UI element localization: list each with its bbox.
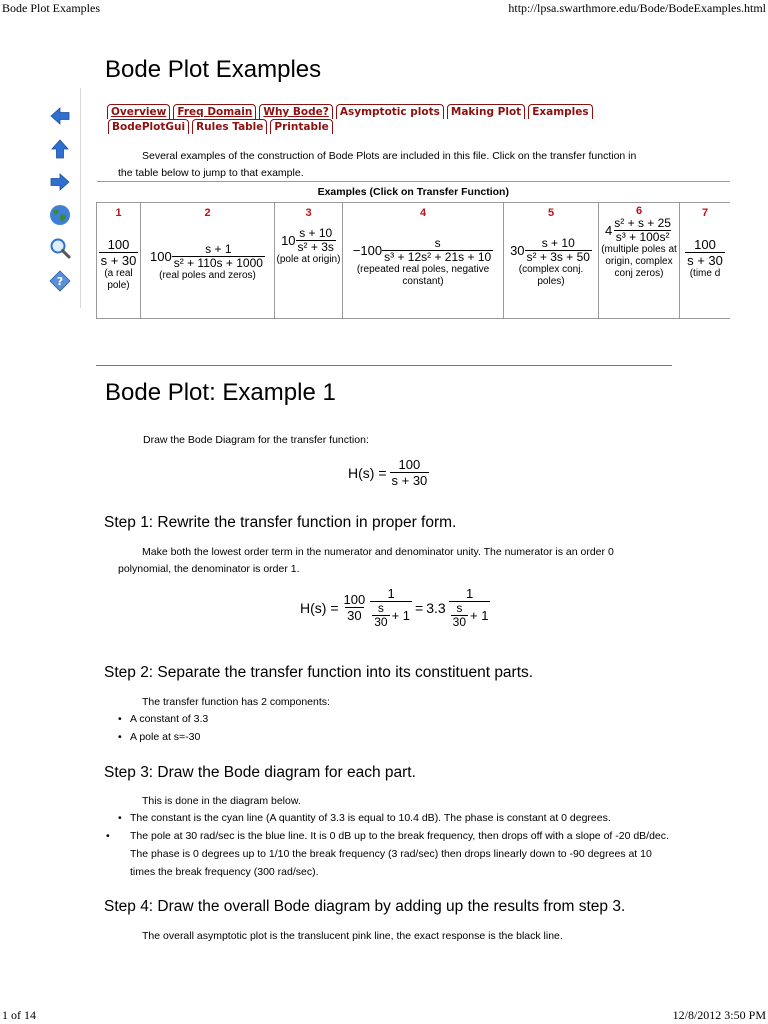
page-heading: Bode Plot Examples [105, 56, 322, 83]
intro-text: Several examples of the construction of Bode Plots are included in this file. Click on the transfer function in the table below to jump to that example. [118, 150, 637, 179]
step3-list [130, 809, 678, 881]
tab-making-plot[interactable]: Making Plot [447, 104, 525, 119]
tab-printable[interactable]: Printable [270, 119, 332, 134]
example-caption: (time d [689, 268, 721, 279]
example-caption: (multiple poles at origin, complex conj zeros) [601, 244, 677, 279]
section-divider [96, 365, 672, 366]
example-cell-5[interactable]: 5 30 $\frac{s + 10}{\text{s² + 3s + 50}}$ (complex conj. poles) [504, 203, 599, 319]
list-item: • The constant is the cyan line (A quantity of 3.3 is equal to 10.4 dB). The phase is constant at 0 degrees. [130, 809, 678, 827]
up-arrow-icon[interactable] [48, 137, 72, 161]
list-item: • A pole at s=-30 [130, 728, 208, 746]
example-cell-6[interactable]: 6 4 $\frac{\text{s² + s + 25}}{\text{s³ + 100s²}}$ (multiple poles at origin, complex conj zeros) [599, 203, 680, 319]
transfer-function-link[interactable]: $\frac{s + 1}{\text{s² + 110s + 1000}}$ [173, 242, 263, 270]
step4-text: The overall asymptotic plot is the translucent pink line, the exact response is the black line. [142, 930, 563, 942]
step4-title: Step 4: Draw the overall Bode diagram by adding up the results from step 3. [104, 898, 626, 915]
print-datetime: 12/8/2012 3:50 PM [672, 1008, 766, 1022]
tab-why-bode[interactable]: Why Bode? [259, 104, 333, 119]
transfer-function-link[interactable]: $\frac{100}{s + 30}$ [687, 237, 723, 268]
step1-text: Make both the lowest order term in the numerator and denominator unity. The numerator is an order 0 polynomial, the denominator is order 1. [118, 546, 614, 575]
example-number: 4 [419, 207, 427, 219]
example-cell-3[interactable]: 3 10 $\frac{s + 10}{\text{s² + 3s}}$ (pole at origin) [275, 203, 343, 319]
tab-examples[interactable]: Examples [528, 104, 592, 119]
transfer-function-link[interactable]: $\frac{s}{\text{s³ + 12s² + 21s + 10}}$ [384, 236, 492, 264]
step1-title: Step 1: Rewrite the transfer function in proper form. [104, 514, 457, 531]
step2-list [130, 710, 208, 746]
transfer-function-link[interactable]: $\frac{\text{s² + s + 25}}{\text{s³ + 100s²}}$ [614, 216, 671, 244]
transfer-function-link[interactable]: $\frac{s + 10}{\text{s² + 3s + 50}}$ [526, 236, 590, 264]
example-number: 2 [204, 207, 211, 219]
example-caption: (pole at origin) [276, 254, 341, 265]
url-header[interactable]: http://lpsa.swarthmore.edu/Bode/BodeExamples.html [508, 1, 766, 15]
equation-2: H(s) = $\frac{100}{30}$ 1 $\frac{s}{30}$ + 1 = 3.3 1 $\frac{s}{30}$ + 1 [300, 586, 489, 629]
example-caption: (repeated real poles, negative constant) [356, 264, 490, 287]
step2-text: The transfer function has 2 components: [142, 696, 330, 708]
tab-bodeplotgui[interactable]: BodePlotGui [108, 119, 189, 134]
example-number: 5 [547, 207, 555, 219]
list-item: • The pole at 30 rad/sec is the blue line. It is 0 dB up to the break frequency, then drops off with a slope of -20 dB/dec. The phase is 0 degrees up to 1/10 the break frequency (3 rad/sec) then drops linearly down to -90 degrees at 10 times the break frequency (300 rad/sec). [118, 827, 678, 881]
transfer-function-link[interactable]: $\frac{s + 10}{\text{s² + 3s}}$ [297, 226, 334, 254]
example-caption: (a real pole) [104, 268, 133, 291]
example-cell-2[interactable]: 2 100 $\frac{s + 1}{\text{s² + 110s + 1000}}$ (real poles and zeros) [141, 203, 275, 319]
globe-icon[interactable] [48, 203, 72, 227]
example-number: 3 [305, 207, 312, 219]
help-icon[interactable] [48, 269, 72, 293]
examples-table [96, 181, 730, 319]
forward-arrow-icon[interactable] [48, 170, 72, 194]
tab-freq-domain[interactable]: Freq Domain [173, 104, 256, 119]
equation-1: H(s) = $\frac{100}{s + 30}$ [348, 457, 428, 488]
svg-text:?: ? [56, 275, 64, 288]
example-cell-7[interactable] [680, 203, 731, 319]
example-cell-4[interactable]: 4 −100 $\frac{s}{\text{s³ + 12s² + 21s + 10}}$ (repeated real poles, negative constant) [343, 203, 504, 319]
tab-rules-table[interactable]: Rules Table [192, 119, 267, 134]
tab-row-1 [107, 104, 593, 119]
example-caption: (complex conj. poles) [518, 264, 584, 287]
example1-title: Bode Plot: Example 1 [105, 379, 336, 406]
page-indicator: 1 of 14 [2, 1008, 36, 1022]
list-item: • A constant of 3.3 [130, 710, 208, 728]
tab-asymptotic-plots[interactable]: Asymptotic plots [336, 104, 444, 119]
tab-row-2 [108, 119, 333, 134]
example-number: 1 [115, 207, 122, 219]
example-cell-1[interactable] [97, 203, 141, 319]
step2-title: Step 2: Separate the transfer function into its constituent parts. [104, 664, 534, 681]
example-number: 6 [635, 205, 643, 217]
examples-table-header: Examples (Click on Transfer Function) [97, 182, 731, 203]
step3-title: Step 3: Draw the Bode diagram for each part. [104, 764, 416, 781]
step3-text: This is done in the diagram below. [142, 795, 301, 807]
example1-prompt: Draw the Bode Diagram for the transfer function: [143, 434, 369, 446]
page-title-header: Bode Plot Examples [2, 1, 100, 15]
magnifier-icon[interactable] [48, 236, 72, 260]
tab-overview[interactable]: Overview [107, 104, 170, 119]
example-caption: (real poles and zeros) [159, 270, 256, 281]
example-number: 7 [701, 207, 709, 219]
back-arrow-icon[interactable] [48, 104, 72, 128]
transfer-function-link[interactable]: $\frac{100}{s + 30}$ [100, 237, 137, 268]
